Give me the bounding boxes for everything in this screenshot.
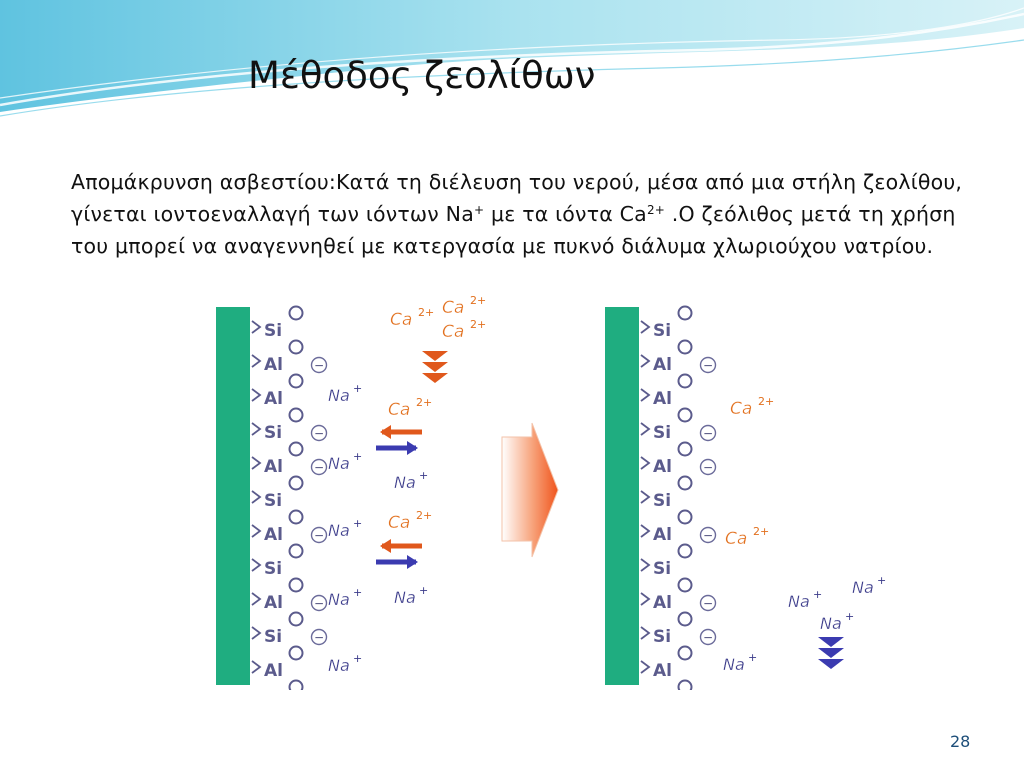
left-framework-atom: Si [264,559,283,579]
ca-ion-symbol: Ca [390,310,413,330]
left-oxygen-icon [290,545,303,558]
left-oxygen-icon [290,511,303,524]
slide-body-text [71,166,971,262]
left-oxygen-icon [290,307,303,320]
right-bond-icon [641,389,649,401]
left-oxygen-icon [290,375,303,388]
left-framework-atom: Si [264,423,283,443]
right-minus-sign: − [702,630,714,645]
right-framework-atom: Al [653,457,672,477]
na-ion-charge: + [353,382,363,395]
left-arrow-icon-head [380,425,391,439]
na-ion [328,652,362,675]
left-minus-sign: − [313,630,325,645]
right-minus-sign: − [702,460,714,475]
body-text-mid: με τα ιόντα Ca [484,202,647,226]
transition-arrow-icon [502,423,558,557]
right-oxygen-icon [679,545,692,558]
right-framework-atom: Si [653,423,672,443]
left-framework-atom: Si [264,321,283,341]
left-oxygen-icon [290,613,303,626]
left-framework-atom: Al [264,389,283,409]
na-ion [328,517,362,540]
na-ion-symbol: Na [328,521,350,540]
right-oxygen-icon [679,579,692,592]
left-minus-sign: − [313,426,325,441]
ca-ion-symbol: Ca [388,513,411,533]
right-minus-sign: − [702,426,714,441]
left-framework-atom: Al [264,355,283,375]
ca-ion [388,509,432,533]
right-minus-sign: − [702,358,714,373]
ca-ion [390,306,434,330]
left-bond-icon [252,661,260,673]
right-oxygen-icon [679,613,692,626]
left-bond-icon [252,559,260,571]
na-ion [394,469,428,492]
right-bond-icon [641,423,649,435]
na-ion [788,588,822,611]
na-ion [328,450,362,473]
na-ion-charge: + [419,469,429,482]
zeolite-panel-before [216,307,327,691]
right-bond-icon [641,491,649,503]
right-oxygen-icon [679,307,692,320]
left-oxygen-icon [290,681,303,691]
ca-ion-charge: 2+ [416,396,433,409]
right-zeolite-column [605,307,639,685]
na-ion-charge: + [353,450,363,463]
left-zeolite-column [216,307,250,685]
left-framework-atom: Si [264,491,283,511]
left-bond-icon [252,627,260,639]
right-oxygen-icon [679,681,692,691]
right-oxygen-icon [679,375,692,388]
left-oxygen-icon [290,647,303,660]
na-ion-charge: + [353,652,363,665]
down-chevron-icon [422,351,448,361]
right-framework-atom: Si [653,491,672,511]
left-bond-icon [252,491,260,503]
body-text-ca-charge: 2+ [646,203,666,217]
na-ion-symbol: Na [820,614,842,633]
left-minus-sign: − [313,460,325,475]
ca-ion-symbol: Ca [725,529,748,549]
left-oxygen-icon [290,443,303,456]
na-ion [723,651,757,674]
ca-ion [730,395,774,419]
body-text-na-charge: + [473,203,485,217]
right-bond-icon [641,321,649,333]
down-chevron-icon [422,373,448,383]
na-ion-symbol: Na [328,656,350,675]
right-minus-sign: − [702,528,714,543]
down-chevron-icon [818,648,844,658]
left-arrow-icon-head [380,539,391,553]
na-ion-charge: + [353,586,363,599]
ca-ion-charge: 2+ [753,525,770,538]
right-framework-atom: Al [653,389,672,409]
right-oxygen-icon [679,443,692,456]
na-ion-symbol: Na [328,590,350,609]
left-bond-icon [252,389,260,401]
na-ion-charge: + [845,610,855,623]
ca-ion [442,294,486,318]
right-minus-sign: − [702,596,714,611]
ca-ion-symbol: Ca [388,400,411,420]
right-bond-icon [641,593,649,605]
right-oxygen-icon [679,477,692,490]
zeolite-ion-exchange-diagram [190,285,900,690]
right-bond-icon [641,355,649,367]
ca-ion-charge: 2+ [470,294,487,307]
right-framework-atom: Si [653,559,672,579]
na-ion-symbol: Na [394,588,416,607]
right-framework-atom: Al [653,355,672,375]
na-ion [328,586,362,609]
na-ion [394,584,428,607]
ca-ion-symbol: Ca [730,399,753,419]
right-arrow-icon-head [407,441,418,455]
left-oxygen-icon [290,409,303,422]
right-oxygen-icon [679,341,692,354]
left-framework-atom: Al [264,661,283,681]
left-bond-icon [252,525,260,537]
right-bond-icon [641,627,649,639]
ca-ion-charge: 2+ [416,509,433,522]
na-ion-symbol: Na [788,592,810,611]
na-ion [328,382,362,405]
body-text-intro: Απομάκρυνση ασβεστίου:Κατά τη διέλευση του νερού, μέσα από μια στήλη ζεολίθου, γίνεται ιοντοεναλλαγή των ιόντων Na [71,170,963,226]
ca-ion-charge: 2+ [758,395,775,408]
right-bond-icon [641,457,649,469]
na-ion-symbol: Na [328,386,350,405]
ca-ion-charge: 2+ [418,306,435,319]
na-ion-charge: + [813,588,823,601]
ca-ion-charge: 2+ [470,318,487,331]
na-ion-symbol: Na [328,454,350,473]
na-ion-symbol: Na [723,655,745,674]
down-chevron-icon [818,637,844,647]
right-framework-atom: Al [653,525,672,545]
left-bond-icon [252,457,260,469]
ca-ion [442,318,486,342]
down-chevron-icon [818,659,844,669]
left-oxygen-icon [290,579,303,592]
na-ion-charge: + [419,584,429,597]
zeolite-panel-after [605,307,716,691]
right-framework-atom: Al [653,593,672,613]
na-ion-charge: + [748,651,758,664]
ca-ion-symbol: Ca [442,322,465,342]
left-minus-sign: − [313,596,325,611]
right-bond-icon [641,559,649,571]
left-bond-icon [252,593,260,605]
left-framework-atom: Si [264,627,283,647]
left-oxygen-icon [290,477,303,490]
left-minus-sign: − [313,528,325,543]
right-framework-atom: Si [653,321,672,341]
right-bond-icon [641,661,649,673]
ca-ion-symbol: Ca [442,298,465,318]
na-ion-charge: + [877,574,887,587]
body-text-outro: .Ο ζεόλιθος μετά τη χρήση του μπορεί να αναγεννηθεί με κατεργασία με πυκνό διάλυμα χλωριούχου νατρίου. [71,202,956,258]
right-arrow-icon-head [407,555,418,569]
right-bond-icon [641,525,649,537]
na-ion [852,574,886,597]
na-ion-charge: + [353,517,363,530]
left-framework-atom: Al [264,525,283,545]
slide-title: Μέθοδος ζεολίθων [248,54,596,97]
left-bond-icon [252,423,260,435]
ca-ion [388,396,432,420]
left-bond-icon [252,355,260,367]
left-framework-atom: Al [264,457,283,477]
down-chevron-icon [422,362,448,372]
right-oxygen-icon [679,409,692,422]
left-minus-sign: − [313,358,325,373]
right-framework-atom: Al [653,661,672,681]
na-ion-symbol: Na [852,578,874,597]
na-ion [820,610,854,633]
na-ion-symbol: Na [394,473,416,492]
right-oxygen-icon [679,511,692,524]
page-number: 28 [950,732,971,751]
ca-ion [725,525,769,549]
right-oxygen-icon [679,647,692,660]
left-oxygen-icon [290,341,303,354]
left-framework-atom: Al [264,593,283,613]
right-framework-atom: Si [653,627,672,647]
left-bond-icon [252,321,260,333]
